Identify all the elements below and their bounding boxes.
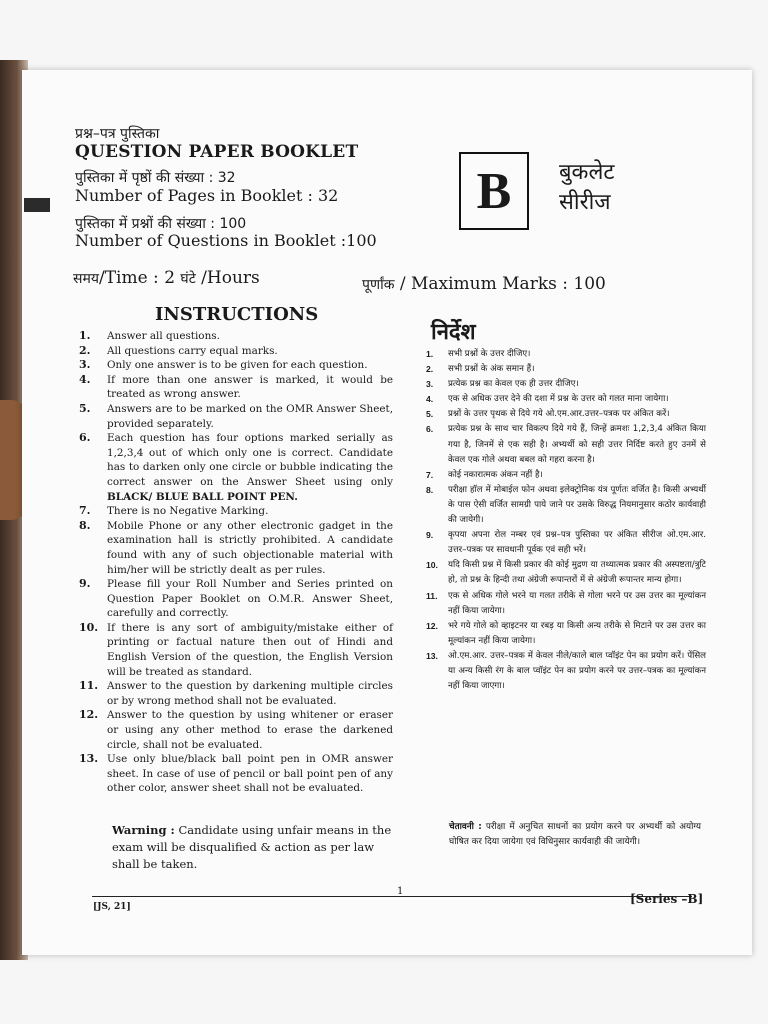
instruction-item-text: Each question has four options marked serially as 1,2,3,4 out of which only one is correct. Candidate has to darken only one circle or bubble indicating the correct answer on the Answer Sheet using only <box>107 432 393 488</box>
time-hindi: समय <box>73 271 99 287</box>
nirdesh-item-number: 7. <box>426 469 434 480</box>
nirdesh-item-text: सभी प्रश्नों के अंक समान हैं। <box>448 364 535 375</box>
instruction-item <box>75 752 393 796</box>
nirdesh-item-number: 12. <box>426 620 438 631</box>
marks-en: / Maximum Marks : 100 <box>394 274 606 294</box>
nirdesh-item-number: 10. <box>426 560 438 571</box>
nirdesh-item-number: 6. <box>426 424 434 435</box>
max-marks-line <box>362 274 606 294</box>
instruction-item-number: 6. <box>79 431 91 445</box>
warning-english <box>112 822 402 873</box>
nirdesh-item <box>422 528 706 558</box>
hindi-questions-label: पुस्तिका में प्रश्नों की संख्या : 100 <box>75 216 247 232</box>
warning-label: Warning : <box>112 823 175 837</box>
nirdesh-item-number: 11. <box>426 590 438 601</box>
instruction-item-number: 7. <box>79 504 91 518</box>
hours-en: /Hours <box>195 268 260 288</box>
instruction-item-number: 9. <box>79 577 91 591</box>
instruction-item-number: 3. <box>79 358 91 372</box>
nirdesh-item-text: प्रत्येक प्रश्न का केवल एक ही उत्तर दीजिए। <box>448 379 579 390</box>
instruction-item-number: 1. <box>79 329 91 342</box>
nirdesh-item-text: कोई नकारात्मक अंकन नहीं है। <box>448 469 543 480</box>
nirdesh-item <box>422 589 706 619</box>
instruction-item <box>75 344 393 359</box>
instruction-item-number: 10. <box>79 620 99 634</box>
binding-tab <box>24 198 50 212</box>
series-hindi-line2: सीरीज <box>559 190 611 215</box>
nirdesh-item <box>422 362 706 377</box>
paper-code: [JS, 21] <box>93 902 131 912</box>
instruction-item-text: There is no Negative Marking. <box>107 505 269 518</box>
nirdesh-item-text: भरे गये गोले को व्हाइटनर या रबड़ या किसी अन्य तरीके से मिटाने पर उस उत्तर का मूल्यांकन नहीं किया जायेगा। <box>448 620 706 646</box>
instruction-item-number: 5. <box>79 401 91 415</box>
warning-text-hindi: परीक्षा में अनुचित साधनों का प्रयोग करने पर अभ्यर्थी को अयोग्य घोषित कर दिया जायेगा एवं विधिनुसार कार्यवाही की जायेगी। <box>449 822 701 847</box>
nirdesh-item-text: कृपया अपना रोल नम्बर एवं प्रश्न–पत्र पुस्तिका पर अंकित सीरीज ओ.एम.आर. उत्तर–पत्रक पर सावधानी पूर्वक एवं सही भरें। <box>448 530 706 556</box>
hindi-booklet-label: प्रश्न–पत्र पुस्तिका <box>75 126 160 142</box>
series-hindi-line1: बुकलेट <box>559 160 615 185</box>
nirdesh-item <box>422 558 706 588</box>
instruction-item-text: All questions carry equal marks. <box>107 344 278 357</box>
hindi-pages-label: पुस्तिका में पृष्ठों की संख्या : 32 <box>75 170 236 186</box>
booklet-title: QUESTION PAPER BOOKLET <box>75 142 359 162</box>
hours-hindi: घंटे <box>180 271 196 287</box>
nirdesh-item <box>422 407 706 422</box>
time-line <box>73 268 260 288</box>
nirdesh-item-number: 2. <box>426 364 434 375</box>
nirdesh-item <box>422 422 706 467</box>
warning-text: Candidate using unfair means in the exam will be disqualified & action as per law shall be taken. <box>112 823 392 871</box>
instruction-item <box>75 504 393 519</box>
instruction-item-bold-text: BLACK/ BLUE BALL POINT PEN. <box>107 490 298 503</box>
instruction-item-text: Please fill your Roll Number and Series printed on Question Paper Booklet on O.M.R. Answer Sheet, carefully and correctly. <box>107 578 393 620</box>
nirdesh-item <box>422 347 706 362</box>
instruction-item-text: Only one answer is to be given for each question. <box>107 359 368 372</box>
nirdesh-item-number: 5. <box>426 409 434 420</box>
instructions-heading: INSTRUCTIONS <box>155 304 319 325</box>
instruction-item <box>75 621 393 679</box>
pages-count: Number of Pages in Booklet : 32 <box>75 186 339 205</box>
series-hindi-label <box>559 158 614 218</box>
instruction-item <box>75 519 393 577</box>
instruction-item-number: 13. <box>79 752 99 766</box>
nirdesh-item-number: 13. <box>426 650 438 661</box>
instruction-item <box>75 431 393 504</box>
instruction-item <box>75 373 393 402</box>
nirdesh-item-text: ओ.एम.आर. उत्तर–पत्रक में केवल नीले/काले बाल प्वॉइंट पेन का प्रयोग करें। पेंसिल या अन्य किसी रंग के बाल प्वॉइंट पेन का प्रयोग करने पर उत्तर–पत्रक का मूल्यांकन नहीं किया जाएगा। <box>448 650 706 692</box>
questions-count: Number of Questions in Booklet :100 <box>75 231 377 250</box>
nirdesh-item <box>422 392 706 407</box>
nirdesh-item <box>422 619 706 649</box>
nirdesh-item-number: 4. <box>426 394 434 405</box>
nirdesh-item <box>422 468 706 483</box>
instruction-item-text: Answer to the question by darkening multiple circles or by wrong method shall not be evaluated. <box>107 680 393 707</box>
instruction-item-number: 12. <box>79 708 99 722</box>
instruction-item <box>75 329 393 344</box>
instruction-item-text: If there is any sort of ambiguity/mistake either of printing or factual nature then out of Hindi and English Version of the question, the English Version will be treated as standard. <box>107 621 393 678</box>
instruction-item-text: Mobile Phone or any other electronic gadget in the examination hall is strictly prohibited. A candidate found with any of such objectionable material with him/her will be strictly dealt as per rules. <box>107 519 393 576</box>
marks-hindi: पूर्णांक <box>362 277 395 293</box>
instruction-item-number: 2. <box>79 343 91 357</box>
instruction-item-text: Answer all questions. <box>107 330 220 342</box>
instruction-item-number: 8. <box>79 518 91 532</box>
nirdesh-item-number: 8. <box>426 484 434 495</box>
nirdesh-heading: निर्देश <box>431 320 476 345</box>
nirdesh-item-number: 9. <box>426 530 434 541</box>
nirdesh-item <box>422 649 706 694</box>
instruction-item-number: 4. <box>79 372 91 386</box>
nirdesh-item-text: सभी प्रश्नों के उत्तर दीजिए। <box>448 349 531 359</box>
nirdesh-item-number: 3. <box>426 379 434 390</box>
footer-series: [Series –B] <box>630 892 704 906</box>
warning-label-hindi: चेतावनी : <box>449 822 482 832</box>
page-number: 1 <box>397 886 404 897</box>
nirdesh-item-text: यदि किसी प्रश्न में किसी प्रकार की कोई मुद्रण या तथ्यात्मक प्रकार की अस्पष्टता/त्रुटि हो, तो प्रश्न के हिन्दी तथा अंग्रेजी रूपान्तरों में से अंग्रेजी रूपान्तर मान्य होगा। <box>448 560 706 586</box>
english-instructions-list <box>75 329 393 796</box>
nirdesh-item-number: 1. <box>426 349 434 359</box>
nirdesh-item-text: एक से अधिक गोले भरने या गलत तरीके से गोला भरने पर उस उत्तर का मूल्यांकन नहीं किया जायेगा। <box>448 590 706 616</box>
instruction-item <box>75 679 393 708</box>
instruction-item-number: 11. <box>79 679 99 693</box>
nirdesh-item <box>422 483 706 528</box>
time-en: /Time : 2 <box>98 268 176 288</box>
nirdesh-item <box>422 377 706 392</box>
instruction-item-text: If more than one answer is marked, it would be treated as wrong answer. <box>107 373 393 401</box>
nirdesh-item-text: एक से अधिक उत्तर देने की दशा में प्रश्न के उत्तर को गलत माना जायेगा। <box>448 394 669 405</box>
instruction-item <box>75 402 393 431</box>
hindi-instructions-list <box>422 347 706 694</box>
warning-hindi <box>449 820 701 850</box>
nirdesh-item-text: प्रश्नों के उत्तर पृथक से दिये गये ओ.एम.आर.उत्तर–पत्रक पर अंकित करें। <box>448 409 670 420</box>
footer-rule <box>92 896 692 897</box>
nirdesh-item-text: परीक्षा हॉल में मोबाईल फोन अथवा इलेक्ट्रोनिक यंत्र पूर्णतः वर्जित है। किसी अभ्यर्थी के पास ऐसी वर्जित सामग्री पाये जाने पर उसके विरुद्ध नियमानुसार कठोर कार्यवाही की जायेगी। <box>448 484 706 526</box>
instruction-item-text: Answers are to be marked on the OMR Answer Sheet, provided separately. <box>107 402 393 430</box>
nirdesh-item-text: प्रत्येक प्रश्न के साथ चार विकल्प दिये गये हैं, जिन्हें क्रमशः 1,2,3,4 अंकित किया गया है, जिनमें से एक सही है। अभ्यर्थी को सही उत्तर निर्दिष्ट करते हुए उनमें से केवल एक गोले अथवा बबल को गहरा करना है। <box>448 424 706 465</box>
instruction-item-text: Answer to the question by using whitener or eraser or using any other method to erase the darkened circle, shall not be evaluated. <box>107 709 393 751</box>
instruction-item <box>75 358 393 373</box>
instruction-item <box>75 708 393 752</box>
instruction-item-text: Use only blue/black ball point pen in OMR answer sheet. In case of use of pencil or ball point pen of any other color, answer sheet shall not be evaluated. <box>107 753 393 795</box>
instruction-item <box>75 577 393 621</box>
series-letter-box: B <box>459 152 529 230</box>
